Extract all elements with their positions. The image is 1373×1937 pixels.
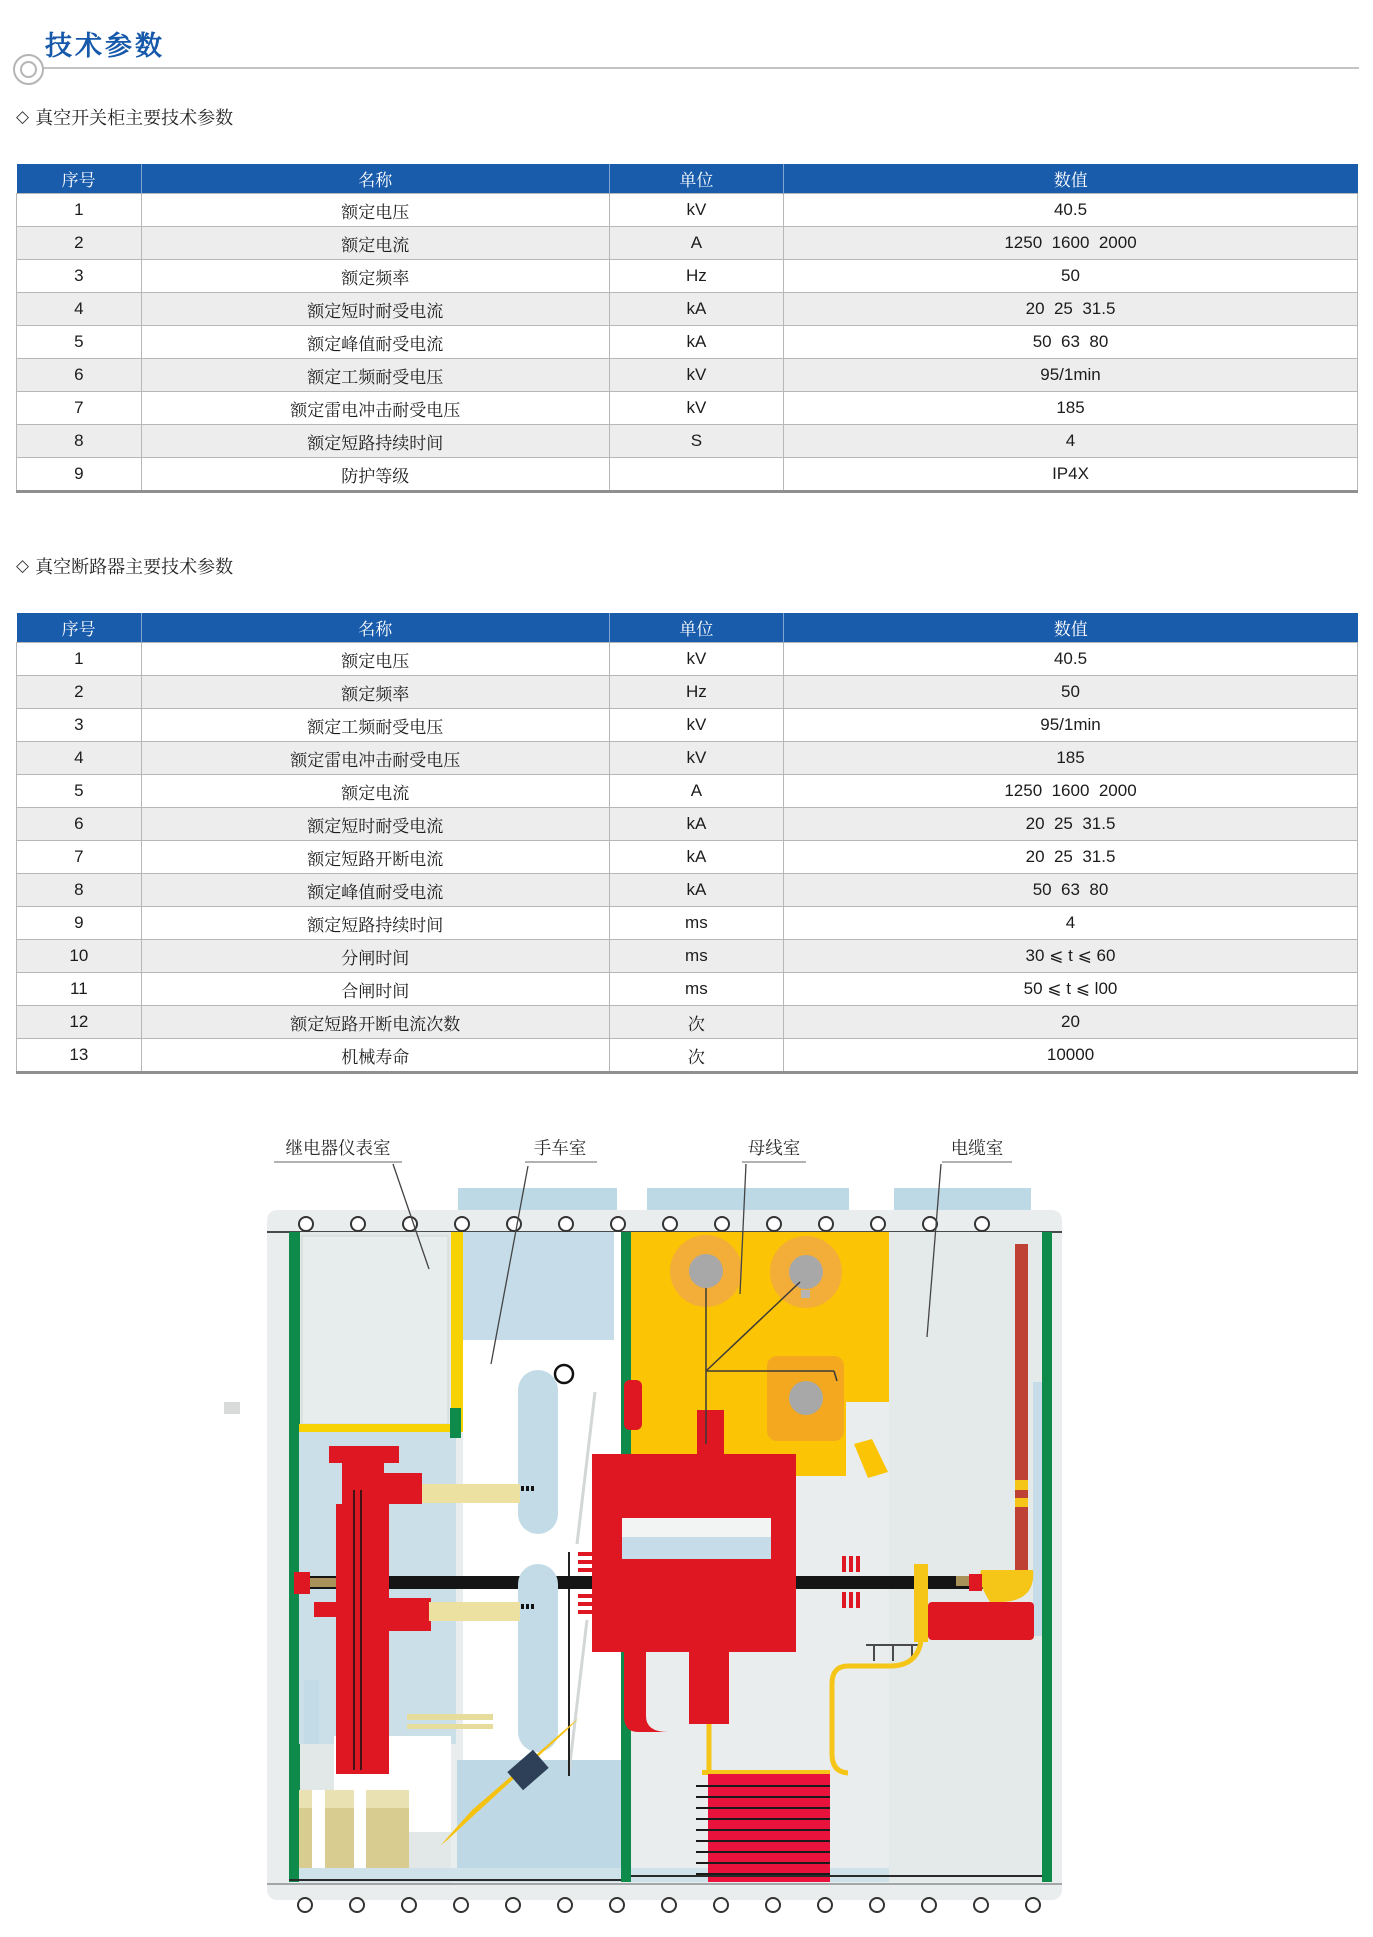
interlock-hole (555, 1365, 573, 1383)
table-cell: 50 63 80 (784, 874, 1358, 907)
table-cell: 额定频率 (141, 260, 609, 293)
table-cell: 额定频率 (141, 676, 609, 709)
table-cell: 20 25 31.5 (784, 841, 1358, 874)
table-cell: 额定短时耐受电流 (141, 293, 609, 326)
table-cell: 2 (17, 227, 142, 260)
table-cell: 6 (17, 359, 142, 392)
label-relay-room: 继电器仪表室 (285, 1138, 391, 1158)
cabinet-diagram-wrap (184, 1124, 1373, 1937)
table-cell: kV (609, 643, 783, 676)
section-heading-text: 真空断路器主要技术参数 (35, 557, 234, 577)
table-cell: 185 (784, 742, 1358, 775)
table-cell: 40.5 (784, 194, 1358, 227)
table-cell: 2 (17, 676, 142, 709)
table-cell: 次 (609, 1006, 783, 1039)
table-cell: 6 (17, 808, 142, 841)
page-header (0, 0, 1373, 86)
table-cell: 额定峰值耐受电流 (141, 326, 609, 359)
table-header-row (17, 613, 1358, 643)
table-cell: 12 (17, 1006, 142, 1039)
table-cell: 50 63 80 (784, 326, 1358, 359)
table-row (17, 227, 1358, 260)
green-partition-left (289, 1232, 300, 1882)
table-cell: A (609, 227, 783, 260)
shaft-wall-block (294, 1572, 310, 1594)
table-cell: 10 (17, 940, 142, 973)
table-cell: IP4X (784, 458, 1358, 492)
table-cell: kV (609, 709, 783, 742)
table-cell: 9 (17, 907, 142, 940)
table-cell: 额定工频耐受电压 (141, 359, 609, 392)
table-cell: 额定工频耐受电压 (141, 709, 609, 742)
section-heading-text: 真空开关柜主要技术参数 (35, 108, 234, 128)
ring-icon (13, 54, 44, 85)
earthing-switch (928, 1602, 1034, 1640)
table-cell: 20 (784, 1006, 1358, 1039)
shaft-coupling (310, 1578, 338, 1587)
label-busbar-room: 母线室 (747, 1138, 801, 1158)
table-cell: kA (609, 874, 783, 907)
table-cell: kV (609, 359, 783, 392)
table-row (17, 1006, 1358, 1039)
table-cell: 额定短时耐受电流 (141, 808, 609, 841)
table-cell: 额定短路持续时间 (141, 907, 609, 940)
table-row (17, 392, 1358, 425)
table-cell: 4 (784, 907, 1358, 940)
table-row (17, 775, 1358, 808)
table-cell: ms (609, 940, 783, 973)
table-cell: 95/1min (784, 359, 1358, 392)
table-row (17, 1039, 1358, 1073)
table-cell: 9 (17, 458, 142, 492)
table-row (17, 326, 1358, 359)
table-cell: kA (609, 293, 783, 326)
table-cell: Hz (609, 676, 783, 709)
section-heading-breaker (16, 553, 1358, 579)
page-title: 技术参数 (45, 31, 165, 61)
table-cell: 50 ⩽ t ⩽ l00 (784, 973, 1358, 1006)
table-row (17, 359, 1358, 392)
column-header: 名称 (141, 613, 609, 643)
label-cable-room: 电缆室 (950, 1138, 1004, 1158)
table-cell: 分闸时间 (141, 940, 609, 973)
table-row (17, 425, 1358, 458)
table-cell: 4 (17, 742, 142, 775)
green-partition-right (1042, 1232, 1052, 1882)
table-cell: 1250 1600 2000 (784, 775, 1358, 808)
table-cell: kV (609, 392, 783, 425)
table-cell: 额定短路持续时间 (141, 425, 609, 458)
table-cell: 额定电流 (141, 227, 609, 260)
table-cell: 10000 (784, 1039, 1358, 1073)
table-row (17, 808, 1358, 841)
table-cell: 8 (17, 874, 142, 907)
table-cell: 4 (17, 293, 142, 326)
section-heading-switchgear (16, 104, 1358, 130)
yellow-partition (451, 1232, 463, 1432)
table-row (17, 940, 1358, 973)
table-cell: 13 (17, 1039, 142, 1073)
table-cell: 30 ⩽ t ⩽ 60 (784, 940, 1358, 973)
table-header-row (17, 164, 1358, 194)
table-row (17, 742, 1358, 775)
table-row (17, 643, 1358, 676)
table-row (17, 194, 1358, 227)
table-cell: ms (609, 907, 783, 940)
header-divider (42, 67, 1359, 69)
table-cell: 次 (609, 1039, 783, 1073)
table-cell: 20 25 31.5 (784, 293, 1358, 326)
table-cell: 3 (17, 709, 142, 742)
table-row (17, 841, 1358, 874)
table-cell: 4 (784, 425, 1358, 458)
switchgear-params-table (16, 164, 1358, 493)
table-cell: 5 (17, 326, 142, 359)
table-cell: 95/1min (784, 709, 1358, 742)
table-cell: 7 (17, 841, 142, 874)
table-cell: 机械寿命 (141, 1039, 609, 1073)
table-cell: 5 (17, 775, 142, 808)
table-cell: 额定短路开断电流次数 (141, 1006, 609, 1039)
diamond-icon: ◇ (16, 556, 30, 575)
column-header: 单位 (609, 613, 783, 643)
cabinet-cross-section-diagram (184, 1124, 1124, 1932)
column-header: 序号 (17, 164, 142, 194)
table-row (17, 293, 1358, 326)
table-cell: Hz (609, 260, 783, 293)
table-cell: 8 (17, 425, 142, 458)
table-cell: 额定电流 (141, 775, 609, 808)
column-header: 单位 (609, 164, 783, 194)
table-cell: 额定电压 (141, 643, 609, 676)
column-header: 数值 (784, 613, 1358, 643)
table-cell: 50 (784, 676, 1358, 709)
breaker-params-table (16, 613, 1358, 1074)
table-cell: A (609, 775, 783, 808)
table-cell: 3 (17, 260, 142, 293)
table-cell: 额定短路开断电流 (141, 841, 609, 874)
table-cell (609, 458, 783, 492)
cable-riser (1015, 1244, 1028, 1576)
column-header: 数值 (784, 164, 1358, 194)
table-cell: 额定雷电冲击耐受电压 (141, 742, 609, 775)
table-cell: 合闸时间 (141, 973, 609, 1006)
table-cell: 40.5 (784, 643, 1358, 676)
table-cell: 额定电压 (141, 194, 609, 227)
table-cell: 20 25 31.5 (784, 808, 1358, 841)
table-row (17, 907, 1358, 940)
table-cell: kA (609, 841, 783, 874)
table-cell: kA (609, 326, 783, 359)
table-cell: kV (609, 194, 783, 227)
table-row (17, 973, 1358, 1006)
table-cell: 1 (17, 643, 142, 676)
table-cell: 额定雷电冲击耐受电压 (141, 392, 609, 425)
diamond-icon: ◇ (16, 107, 30, 126)
table-cell: 1250 1600 2000 (784, 227, 1358, 260)
table-row (17, 676, 1358, 709)
table-cell: 额定峰值耐受电流 (141, 874, 609, 907)
table-cell: 防护等级 (141, 458, 609, 492)
table-row (17, 874, 1358, 907)
table-cell: ms (609, 973, 783, 1006)
table-cell: kV (609, 742, 783, 775)
column-header: 序号 (17, 613, 142, 643)
table-row (17, 709, 1358, 742)
column-header: 名称 (141, 164, 609, 194)
table-row (17, 458, 1358, 492)
cable-termination (696, 1770, 830, 1882)
table-cell: 7 (17, 392, 142, 425)
table-cell: 11 (17, 973, 142, 1006)
table-cell: 1 (17, 194, 142, 227)
label-handcart-room: 手车室 (533, 1138, 587, 1158)
table-cell: 185 (784, 392, 1358, 425)
content (0, 104, 1373, 1074)
table-cell: 50 (784, 260, 1358, 293)
table-row (17, 260, 1358, 293)
table-cell: kA (609, 808, 783, 841)
bottom-bolts (298, 1898, 1040, 1912)
table-cell: S (609, 425, 783, 458)
